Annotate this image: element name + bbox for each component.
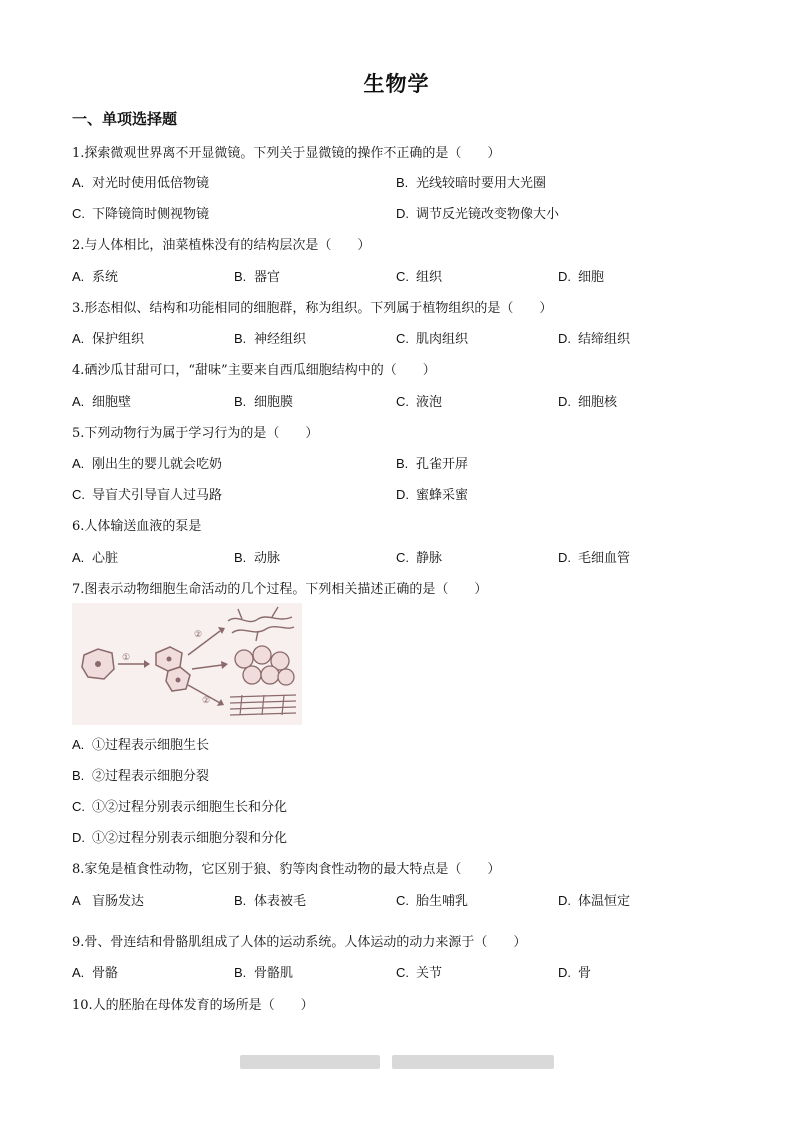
option-d[interactable]: D. 调节反光镜改变物像大小 [396, 206, 560, 222]
question-8: 8.家兔是植食性动物，它区别于狼、豹等肉食性动物的最大特点是（ ） [72, 862, 501, 877]
option-b[interactable]: B. 细胞膜 [234, 394, 294, 410]
option-c[interactable]: C. ①②过程分别表示细胞生长和分化 [72, 799, 288, 815]
question-10: 10.人的胚胎在母体发育的场所是（ ） [72, 998, 314, 1013]
option-a[interactable]: A. 刚出生的婴儿就会吃奶 [72, 456, 223, 472]
options-q9 [72, 962, 752, 982]
option-c[interactable]: C. 关节 [396, 965, 443, 981]
options-q4 [72, 391, 752, 411]
footer-watermark [240, 1055, 380, 1069]
option-b[interactable]: B. 体表被毛 [234, 893, 307, 909]
options-q1-row2 [72, 203, 752, 223]
cell-diagram [72, 603, 302, 725]
option-c[interactable]: C. 静脉 [396, 550, 443, 566]
question-5: 5.下列动物行为属于学习行为的是（ ） [72, 426, 319, 441]
question-6: 6.人体输送血液的泵是 [72, 519, 202, 534]
question-7: 7.图表示动物细胞生命活动的几个过程。下列相关描述正确的是（ ） [72, 582, 488, 597]
option-b[interactable]: B. 神经组织 [234, 331, 307, 347]
option-a[interactable]: A. 心脏 [72, 550, 119, 566]
option-a[interactable]: A. 骨骼 [72, 965, 119, 981]
option-b[interactable]: B. 动脉 [234, 550, 281, 566]
option-b[interactable]: B. 光线较暗时要用大光圈 [396, 175, 547, 191]
option-d[interactable]: D. 体温恒定 [558, 893, 631, 909]
page-title: 生物学 [363, 72, 430, 96]
question-4: 4.硒沙瓜甘甜可口，“甜味”主要来自西瓜细胞结构中的（ ） [72, 363, 436, 378]
option-b[interactable]: B. 孔雀开屏 [396, 456, 469, 472]
option-a[interactable]: A. 细胞壁 [72, 394, 132, 410]
label-2-top: ② [194, 630, 203, 640]
option-a[interactable]: A. 对光时使用低倍物镜 [72, 175, 210, 191]
option-c[interactable]: C. 肌肉组织 [396, 331, 469, 347]
option-d[interactable]: D. ①②过程分别表示细胞分裂和分化 [72, 830, 288, 846]
option-c[interactable]: C. 导盲犬引导盲人过马路 [72, 487, 223, 503]
option-d[interactable]: D. 结缔组织 [558, 331, 631, 347]
options-q5 [72, 453, 752, 473]
options-q6 [72, 547, 752, 567]
option-c[interactable]: C. 胎生哺乳 [396, 893, 469, 909]
options-q3 [72, 328, 752, 348]
question-9: 9.骨、骨连结和骨骼肌组成了人体的运动系统。人体运动的动力来源于（ ） [72, 935, 527, 950]
question-1: 1.探索微观世界离不开显微镜。下列关于显微镜的操作不正确的是（ ） [72, 146, 501, 161]
options-q1 [72, 172, 752, 192]
option-c[interactable]: C. 液泡 [396, 394, 443, 410]
option-d[interactable]: D. 细胞核 [558, 394, 618, 410]
option-a[interactable]: A. ①过程表示细胞生长 [72, 737, 210, 753]
section-heading: 一、单项选择题 [72, 110, 178, 128]
options-q2 [72, 266, 752, 286]
option-d[interactable]: D. 细胞 [558, 269, 605, 285]
option-c[interactable]: C. 下降镜筒时侧视物镜 [72, 206, 210, 222]
option-d[interactable]: D. 蜜蜂采蜜 [396, 487, 469, 503]
option-b[interactable]: B. 骨骼肌 [234, 965, 294, 981]
option-a[interactable]: A. 保护组织 [72, 331, 145, 347]
question-3: 3.形态相似、结构和功能相同的细胞群，称为组织。下列属于植物组织的是（ ） [72, 301, 553, 316]
option-d[interactable]: D. 骨 [558, 965, 592, 981]
option-b[interactable]: B. ②过程表示细胞分裂 [72, 768, 210, 784]
option-b[interactable]: B. 器官 [234, 269, 281, 285]
option-a[interactable]: A. 系统 [72, 269, 119, 285]
footer-watermark-2 [392, 1055, 554, 1069]
cell-process-figure [72, 603, 302, 725]
options-q8 [72, 890, 752, 910]
label-2-bottom: ② [202, 696, 211, 706]
option-c[interactable]: C. 组织 [396, 269, 443, 285]
options-q5-row2 [72, 484, 752, 504]
option-d[interactable]: D. 毛细血管 [558, 550, 631, 566]
question-2: 2.与人体相比，油菜植株没有的结构层次是（ ） [72, 238, 371, 253]
initial-cell [82, 649, 114, 679]
option-a[interactable]: A 盲肠发达 [72, 893, 145, 909]
label-1: ① [122, 653, 131, 663]
